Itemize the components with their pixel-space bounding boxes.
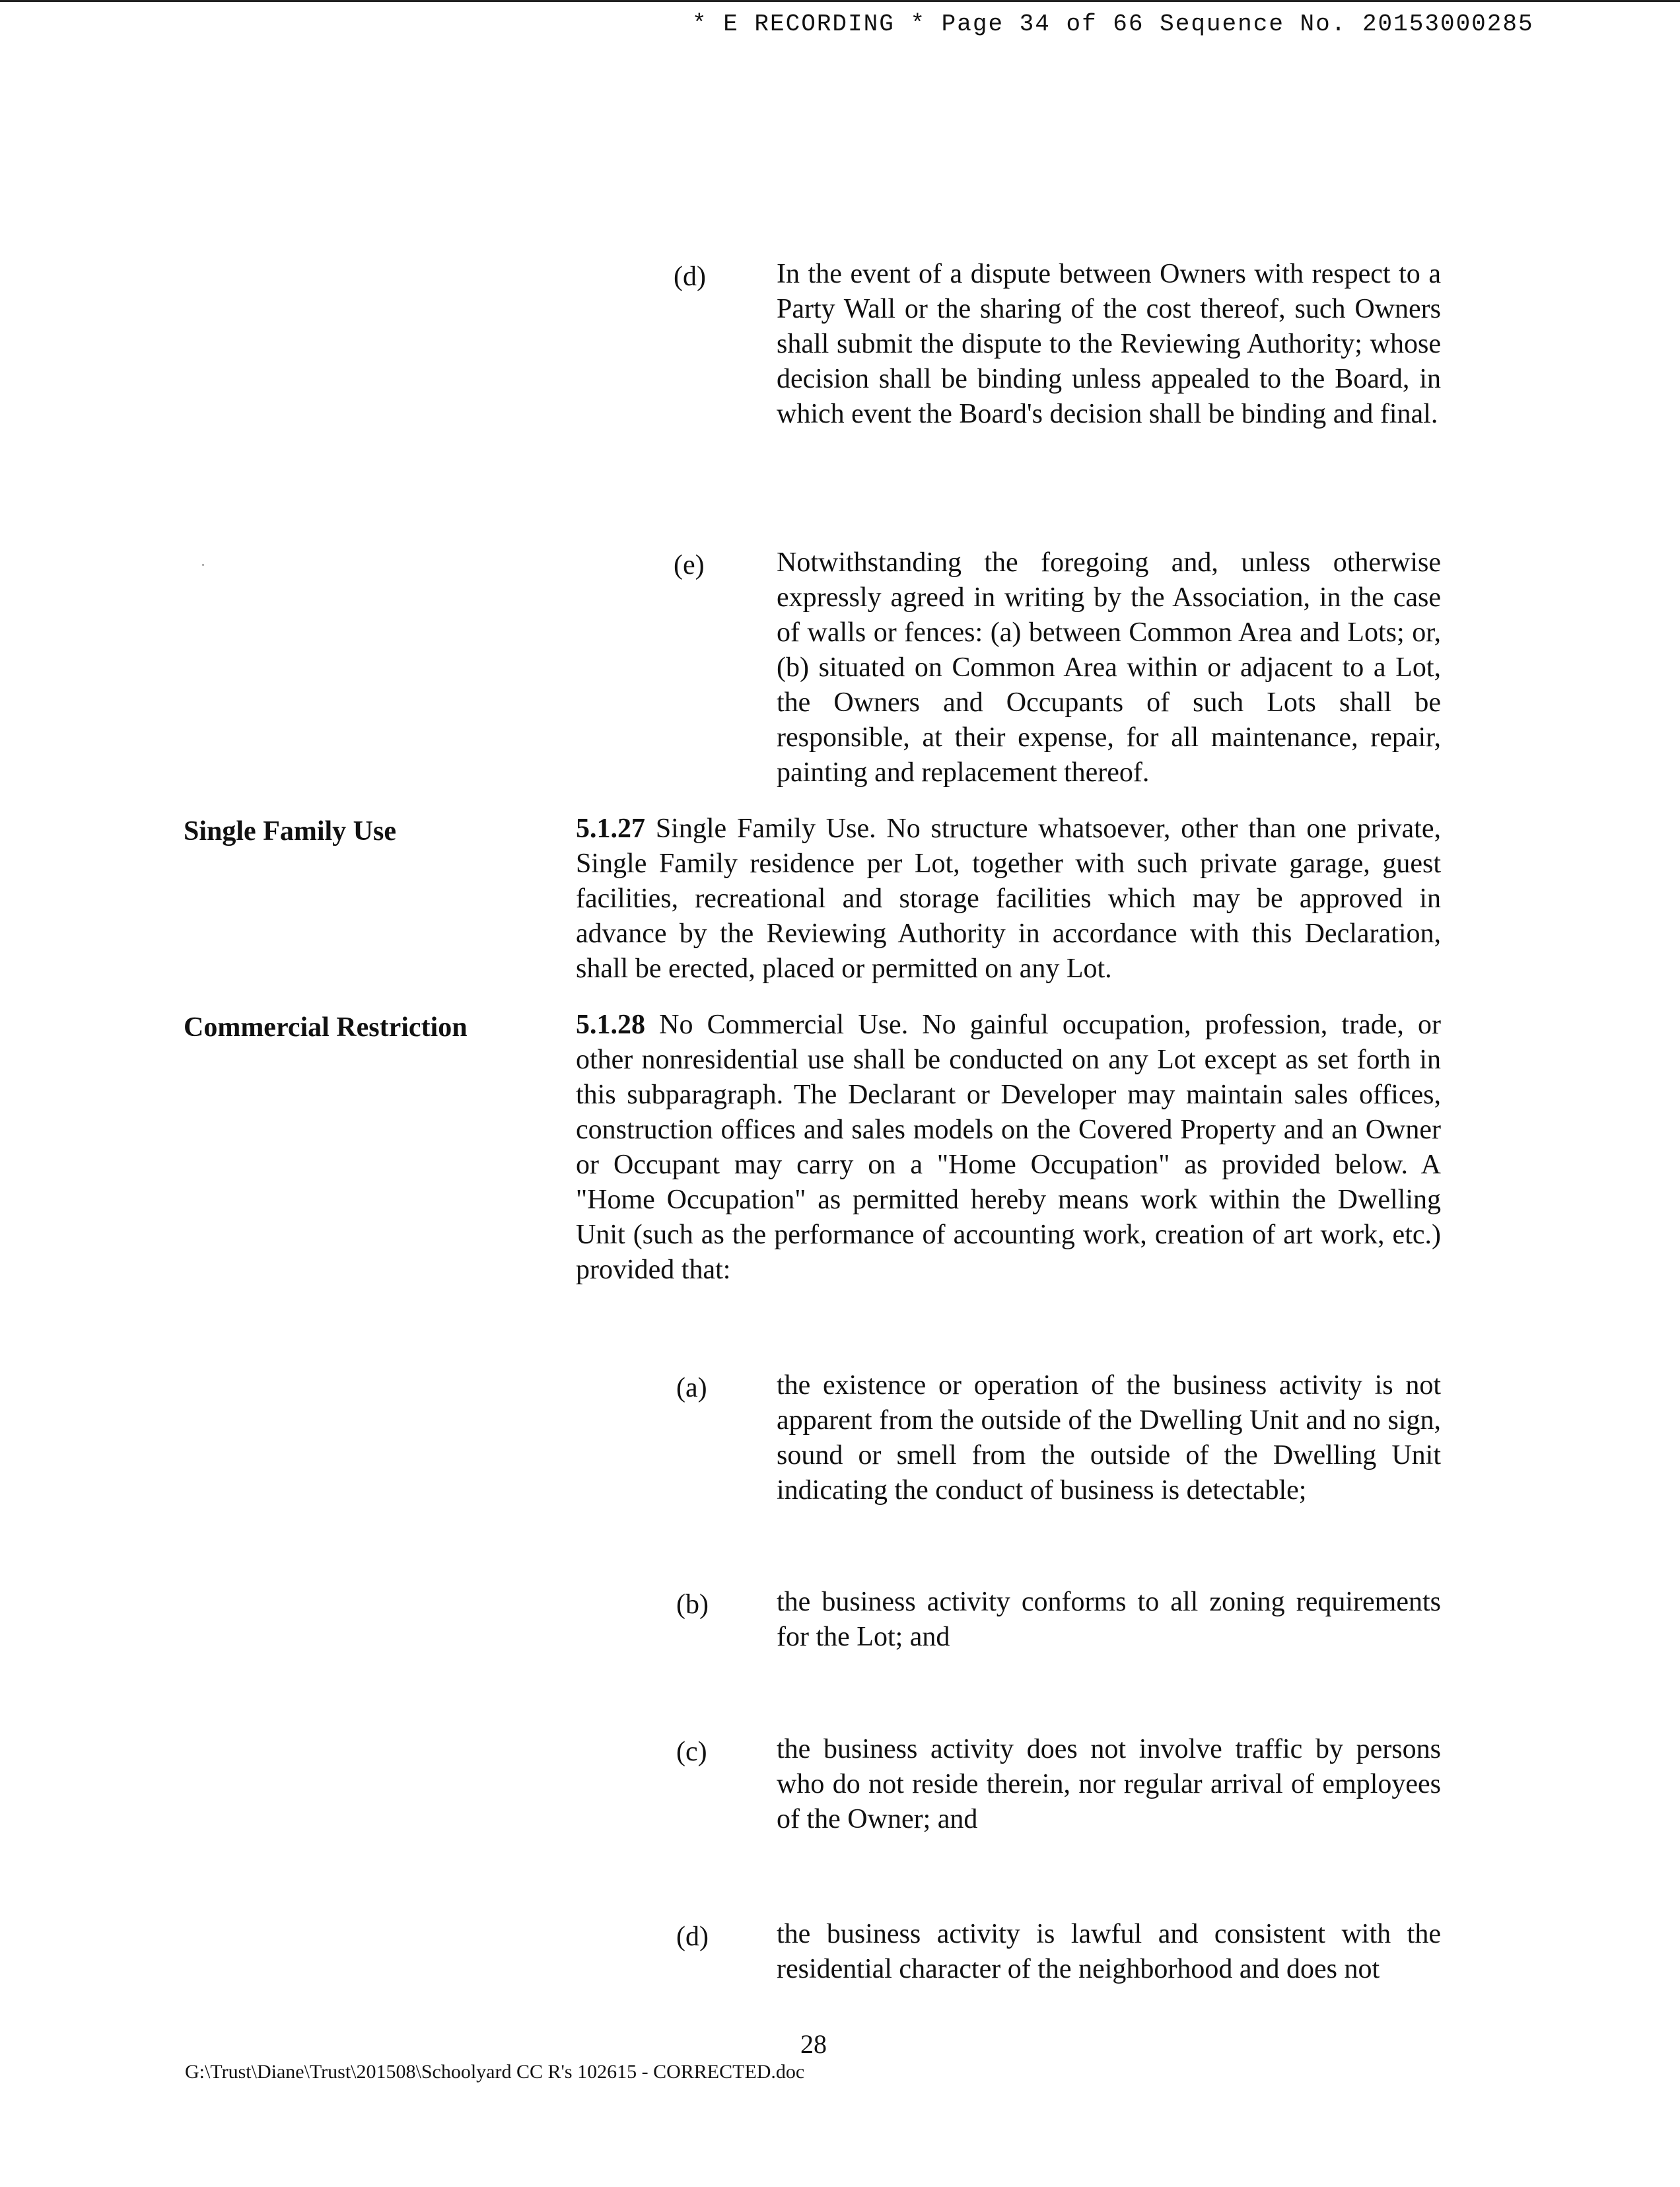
- item-marker-d-2: (d): [676, 1922, 709, 1952]
- page-number: 28: [800, 2029, 827, 2059]
- party-wall-item-d-text: In the event of a dispute between Owners with respect to a Party Wall or the sharing of the cost thereof, such Owners shall submit the dispute to the Reviewing Authority; whose decision shall be binding unless appealed to the Board, in which event the Board's decision shall be binding and final.: [777, 259, 1441, 429]
- party-wall-item-e-text: Notwithstanding the foregoing and, unless otherwise expressly agreed in writing by the Association, in the case of walls or fences: (a) between Common Area and Lots; or, (b) situated on Common Area within or adjacent to a Lot, the Owners and Occupants of such Lots shall be responsible, at their expense, for all maintenance, repair, painting and replacement thereof.: [777, 547, 1441, 788]
- document-file-path: G:\Trust\Diane\Trust\201508\Schoolyard CC R's 102615 - CORRECTED.doc: [185, 2061, 805, 2083]
- section-text: No Commercial Use. No gainful occupation, profession, trade, or other nonresidential use shall be conducted on any Lot except as set forth in this subparagraph. The Declarant or Developer may maintain sales offices, construction offices and sales models on the Covered Property and an Owner or Occupant may carry on a "Home Occupation" as provided below. A "Home Occupation" as permitted hereby means work within the Dwelling Unit (such as the performance of accounting work, creation of art work, etc.) provided that:: [576, 1010, 1442, 1285]
- item-marker-a: (a): [676, 1373, 707, 1403]
- home-occupation-item-d-text: the business activity is lawful and consistent with the residential character of the neighborhood and does not: [777, 1919, 1441, 1984]
- section-text: Single Family Use. No structure whatsoever, other than one private, Single Family residence per Lot, together with such private garage, guest facilities, recreational and storage facilities which may be approved in advance by the Reviewing Authority in accordance with this Declaration, shall be erected, placed or permitted on any Lot.: [576, 814, 1441, 984]
- margin-label-single-family-use: Single Family Use: [184, 816, 396, 847]
- recording-header: * E RECORDING * Page 34 of 66 Sequence No. 20153000285: [692, 11, 1534, 38]
- section-number: 5.1.28: [576, 1010, 645, 1040]
- item-marker-b: (b): [676, 1589, 709, 1620]
- section-number: 5.1.27: [576, 814, 645, 844]
- margin-label-commercial-restriction: Commercial Restriction: [184, 1012, 468, 1043]
- section-5-1-28: [576, 1008, 1441, 1288]
- scan-speck: [202, 564, 204, 566]
- item-marker-e: (e): [674, 550, 705, 580]
- top-border-line: [0, 0, 1680, 2]
- home-occupation-item-a-text: the existence or operation of the business activity is not apparent from the outside of the Dwelling Unit and no sign, sound or smell from the outside of the Dwelling Unit indicating the conduct of business is detectable;: [777, 1370, 1441, 1506]
- home-occupation-item-b-text: the business activity conforms to all zoning requirements for the Lot; and: [777, 1587, 1441, 1652]
- item-marker-c: (c): [676, 1737, 707, 1767]
- item-marker-d: (d): [674, 261, 706, 292]
- home-occupation-item-c-text: the business activity does not involve traffic by persons who do not reside therein, nor regular arrival of employees of the Owner; and: [777, 1734, 1441, 1834]
- section-5-1-27: [576, 812, 1441, 987]
